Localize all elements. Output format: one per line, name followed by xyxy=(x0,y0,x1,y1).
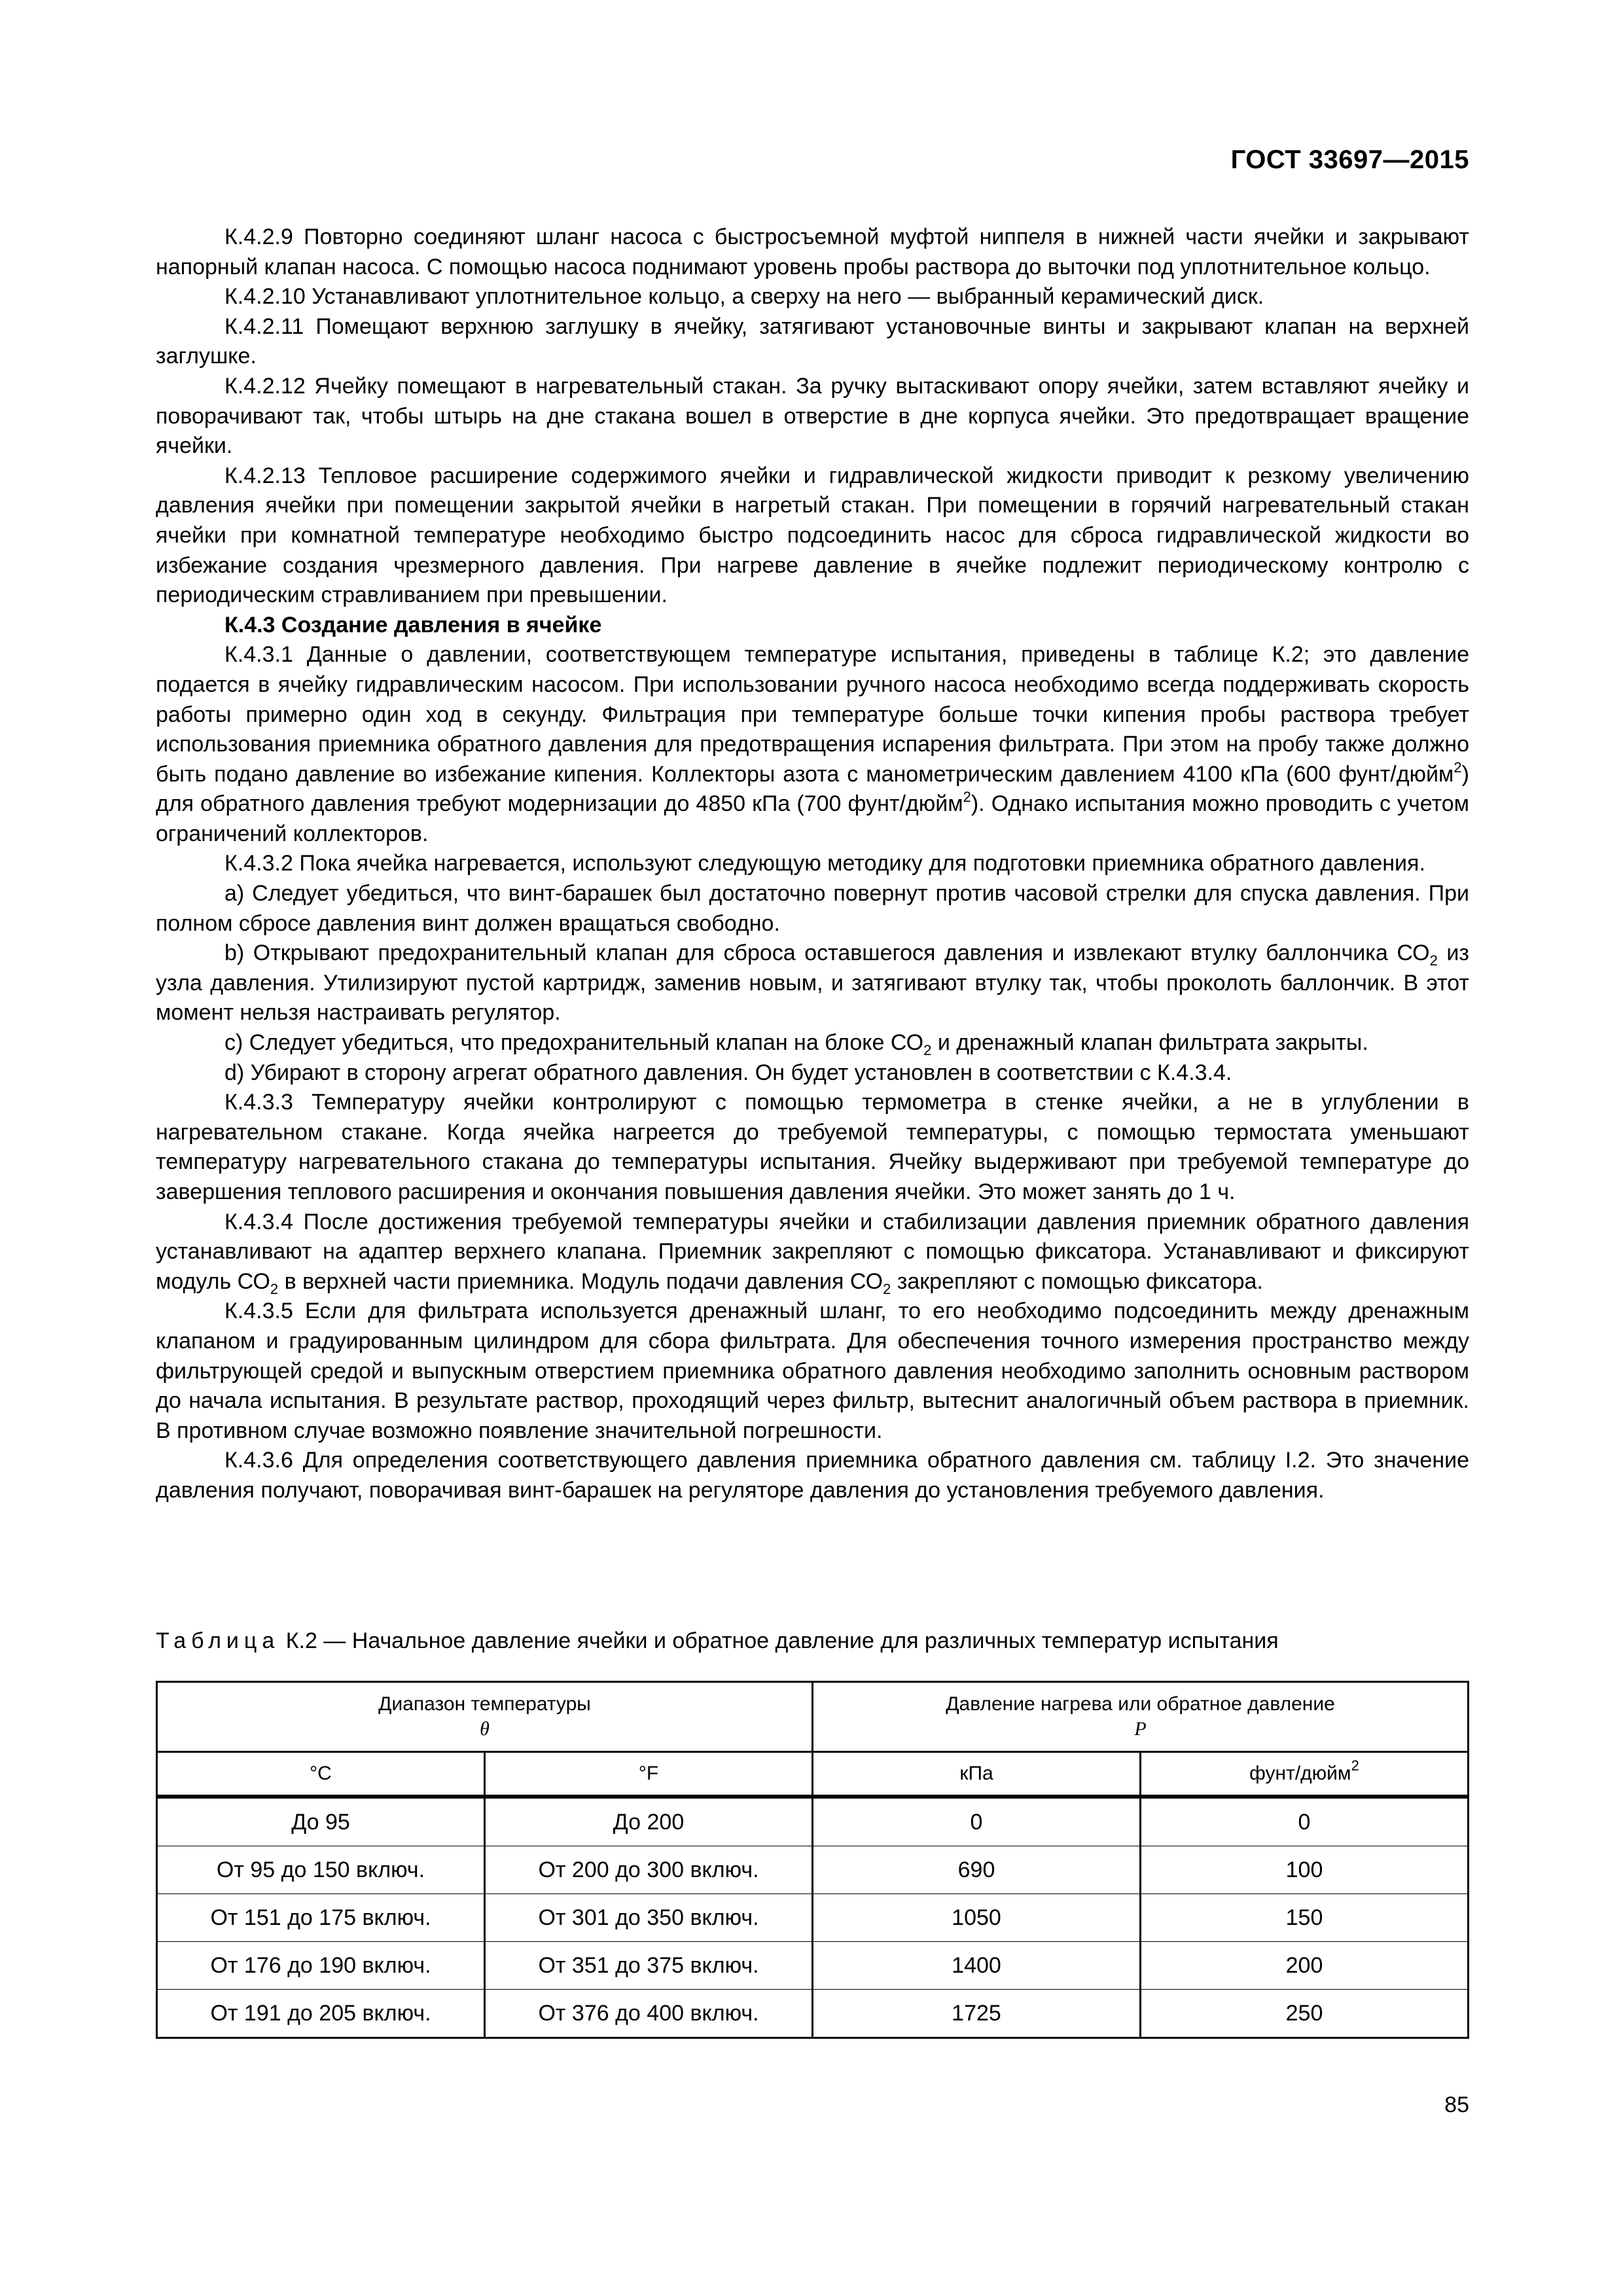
table-unit-header-kpa: кПа xyxy=(813,1752,1141,1797)
table-cell: От 301 до 350 включ. xyxy=(485,1894,813,1942)
text-segment: b) Открывают предохранительный клапан для сброса оставшегося давления и извлекают втулку баллончика СО xyxy=(224,941,1430,966)
header-symbol: θ xyxy=(480,1718,490,1740)
document-header-title: ГОСТ 33697—2015 xyxy=(1230,145,1469,174)
table-cell: 1725 xyxy=(813,1990,1141,2038)
paragraph-k4-2-10: К.4.2.10 Устанавливают уплотнительное кольцо, а сверху на него — выбранный керамический диск. xyxy=(224,284,1264,310)
table-row xyxy=(157,1942,1469,1990)
table-group-header-temperature xyxy=(157,1682,813,1752)
table-cell: От 200 до 300 включ. xyxy=(485,1846,813,1894)
header-label: фунт/дюйм xyxy=(1249,1763,1351,1784)
list-item-b xyxy=(156,939,1469,1028)
list-item-d: d) Убирают в сторону агрегат обратного давления. Он будет установлен в соответствии с К.4.3.4. xyxy=(224,1060,1232,1085)
table-cell: 690 xyxy=(813,1846,1141,1894)
paragraph-k4-2-11: К.4.2.11 Помещают верхнюю заглушку в ячейку, затягивают установочные винты и закрывают клапан на верхней заглушке. xyxy=(156,314,1469,369)
table-group-header-pressure xyxy=(813,1682,1469,1752)
table-cell: 0 xyxy=(1141,1797,1469,1846)
table-unit-header-psi xyxy=(1141,1752,1469,1797)
table-unit-header-celsius: °С xyxy=(157,1752,485,1797)
list-item-a: а) Следует убедиться, что винт-барашек был достаточно повернут против часовой стрелки для спуска давления. При полном сбросе давления винт должен вращаться свободно. xyxy=(156,881,1469,936)
section-heading-k4-3: К.4.3 Создание давления в ячейке xyxy=(224,612,602,637)
subscript: 2 xyxy=(270,1280,279,1297)
paragraph-k4-3-4 xyxy=(156,1208,1469,1297)
table-cell: 1050 xyxy=(813,1894,1141,1942)
table-cell: От 176 до 190 включ. xyxy=(157,1942,485,1990)
superscript: 2 xyxy=(1351,1757,1359,1774)
table-cell: От 351 до 375 включ. xyxy=(485,1942,813,1990)
table-cell: От 376 до 400 включ. xyxy=(485,1990,813,2038)
text-segment: из узла давления. Утилизируют пустой картридж, заменив новым, и затягивают втулку так, чтобы проколоть баллончик. В этот момент нельзя настраивать регулятор. xyxy=(156,941,1470,1026)
list-item-c xyxy=(156,1028,1469,1058)
table-row xyxy=(157,1990,1469,2038)
table-row xyxy=(157,1846,1469,1894)
paragraph-k4-2-9: К.4.2.9 Повторно соединяют шланг насоса с быстросъемной муфтой ниппеля в нижней части ячейки и закрывают напорный клапан насоса. С помощью насоса поднимают уровень пробы раствора до выточки под уплотнительное кольцо. xyxy=(156,224,1469,279)
paragraph-k4-3-1 xyxy=(156,640,1469,849)
table-cell: От 151 до 175 включ. xyxy=(157,1894,485,1942)
text-segment: ) для обратного давления требуют модернизации до 4850 кПа (700 фунт/дюйм xyxy=(156,761,1469,817)
table-caption-text: К.2 — Начальное давление ячейки и обратное давление для различных температур испытания xyxy=(279,1628,1279,1653)
pressure-table xyxy=(156,1681,1469,2039)
table-unit-header-fahrenheit: °F xyxy=(485,1752,813,1797)
subscript: 2 xyxy=(883,1280,891,1297)
text-segment: с) Следует убедиться, что предохранительный клапан на блоке СО xyxy=(224,1030,924,1056)
text-segment: и дренажный клапан фильтрата закрыты. xyxy=(931,1030,1368,1056)
superscript: 2 xyxy=(963,789,971,806)
table-cell: 150 xyxy=(1141,1894,1469,1942)
text-segment: К.4.3.1 Данные о давлении, соответствующем температуре испытания, приведены в таблице К.2; это давление подается в ячейку гидравлическим насосом. При использовании ручного насоса необходимо всегда поддерживать скорость работы примерно один ход в секунду. Фильтрация при температуре больше точки кипения пробы раствора требует использования приемника обратного давления для предотвращения испарения фильтрата. При этом на пробу также должно быть подано давление во избежание кипения. Коллекторы азота с манометрическим давлением 4100 кПа (600 фунт/дюйм xyxy=(156,642,1469,787)
table-cell: До 95 xyxy=(157,1797,485,1846)
text-segment: закрепляют с помощью фиксатора. xyxy=(891,1268,1263,1294)
table-caption-label: Таблица xyxy=(156,1628,280,1653)
header-label: Давление нагрева или обратное давление xyxy=(946,1693,1335,1715)
paragraph-k4-3-3: К.4.3.3 Температуру ячейки контролируют с помощью термометра в стенке ячейки, а не в углублении в нагревательном стакане. Когда ячейка нагреется до требуемой температуры, с помощью термостата уменьшают температуру нагревательного стакана до температуры испытания. Ячейку выдерживают при требуемой температуре до завершения теплового расширения и окончания повышения давления ячейки. Это может занять до 1 ч. xyxy=(156,1090,1469,1204)
text-segment: ). Однако испытания можно проводить с учетом ограничений коллекторов. xyxy=(156,791,1469,846)
document-body xyxy=(156,223,1469,1506)
superscript: 2 xyxy=(1454,759,1462,776)
table-cell: 0 xyxy=(813,1797,1141,1846)
text-segment: К.4.3.4 После достижения требуемой температуры ячейки и стабилизации давления приемник обратного давления устанавливают на адаптер верхнего клапана. Приемник закрепляют с помощью фиксатора. Устанавливают и фиксируют модуль СО xyxy=(156,1209,1469,1294)
header-label: Диапазон температуры xyxy=(378,1693,591,1715)
paragraph-k4-3-2: К.4.3.2 Пока ячейка нагревается, используют следующую методику для подготовки приемника обратного давления. xyxy=(224,851,1425,876)
table-cell: До 200 xyxy=(485,1797,813,1846)
table-row xyxy=(157,1797,1469,1846)
paragraph-k4-3-5: К.4.3.5 Если для фильтрата используется дренажный шланг, то его необходимо подсоединить между дренажным клапаном и градуированным цилиндром для сбора фильтрата. Для обеспечения точного измерения пространство между фильтрующей средой и выпускным отверстием приемника обратного давления необходимо заполнить основным раствором до начала испытания. В результате раствор, проходящий через фильтр, вытеснит аналогичный объем раствора в приемник. В противном случае возможно появление значительной погрешности. xyxy=(156,1299,1469,1443)
table-row xyxy=(157,1894,1469,1942)
table-cell: 100 xyxy=(1141,1846,1469,1894)
header-symbol: P xyxy=(1134,1718,1147,1740)
paragraph-k4-2-12: К.4.2.12 Ячейку помещают в нагревательный стакан. За ручку вытаскивают опору ячейки, затем вставляют ячейку и поворачивают так, чтобы штырь на дне стакана вошел в отверстие в дне корпуса ячейки. Это предотвращает вращение ячейки. xyxy=(156,373,1469,459)
table-cell: 200 xyxy=(1141,1942,1469,1990)
table-cell: 250 xyxy=(1141,1990,1469,2038)
paragraph-k4-2-13: К.4.2.13 Тепловое расширение содержимого ячейки и гидравлической жидкости приводит к резкому увеличению давления ячейки при помещении закрытой ячейки в нагретый стакан. При помещении в горячий нагревательный стакан ячейки при комнатной температуре необходимо быстро подсоединить насос для сброса гидравлической жидкости во избежание создания чрезмерного давления. При нагреве давление в ячейке подлежит периодическому контролю с периодическим стравливанием при превышении. xyxy=(156,463,1469,608)
subscript: 2 xyxy=(1429,952,1438,969)
paragraph-k4-3-6: К.4.3.6 Для определения соответствующего давления приемника обратного давления см. таблицу I.2. Это значение давления получают, поворачивая винт-барашек на регуляторе давления до установления требуемого давления. xyxy=(156,1448,1469,1503)
table-cell: От 95 до 150 включ. xyxy=(157,1846,485,1894)
table-cell: От 191 до 205 включ. xyxy=(157,1990,485,2038)
table-caption xyxy=(156,1626,1469,1656)
table-cell: 1400 xyxy=(813,1942,1141,1990)
text-segment: в верхней части приемника. Модуль подачи давления СО xyxy=(278,1268,883,1294)
subscript: 2 xyxy=(923,1042,932,1059)
page-number: 85 xyxy=(1444,2092,1469,2117)
